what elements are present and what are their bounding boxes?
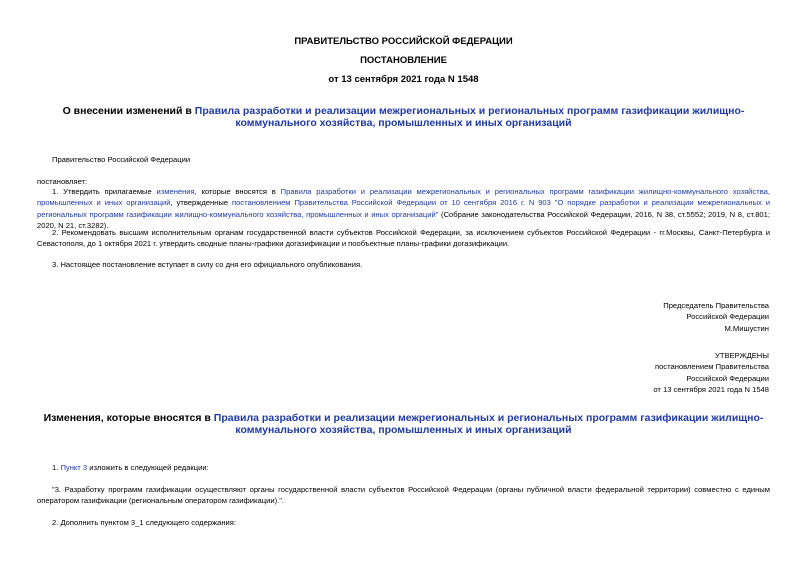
point-3-link[interactable]: Пункт 3 <box>60 463 88 472</box>
signature-line: Российской Федерации <box>686 312 769 322</box>
change-1-num: 1. <box>52 463 61 472</box>
document-title <box>40 105 767 129</box>
resolution-link[interactable]: постановлением Правительства Российской Федерации от 10 сентября 2016 г. N 903 "О порядке разработки и реализации межрегиональных и региональных программ газификации жилищно-коммунального хозяйства, промышленных и иных организаций" <box>37 198 770 219</box>
decree-line: постановляет: <box>37 177 88 186</box>
item-3: 3. Настоящее постановление вступает в силу со дня его официального опубликования. <box>52 260 363 269</box>
date-number-heading: от 13 сентября 2021 года N 1548 <box>328 74 479 85</box>
rules-link[interactable]: Правила разработки и реализации межрегиональных и региональных программ газификации жилищно-коммунального хозяйства, промышленных и иных организаций <box>37 187 770 208</box>
quote-point-3: "3. Разработку программ газификации осуществляют органы государственной власти субъектов Российской Федерации (органы публичной власти федеральной территории) совместно с единым оператором газификации (региональным оператором газификации).". <box>37 485 770 506</box>
item-2: 2. Рекомендовать высшим исполнительным органам государственной власти субъектов Российской Федерации, за исключением субъектов Российской Федерации - гг.Москвы, Санкт-Петербурга и Севастополя, до 1 октября 2021 г. утвердить сводные планы-графики догазификации и пообъектные планы-графики догазификации. <box>37 228 770 249</box>
signature-name: М.Мишустин <box>724 323 769 333</box>
title-prefix: О внесении изменений в <box>62 105 195 117</box>
item-1-text: (Собрание законодательства Российской Федерации, 2016, N 38, ст.5552; 2019, N 8, ст.801; 2020, N 21, ст.3282). <box>37 209 770 231</box>
approval-line: Российской Федерации <box>686 373 769 383</box>
government-line: Правительство Российской Федерации <box>52 155 191 164</box>
signature-block <box>663 300 769 334</box>
approval-line: УТВЕРЖДЕНЫ <box>715 351 769 360</box>
item-1 <box>37 186 770 232</box>
changes-title-prefix: Изменения, которые вносятся в <box>43 412 214 424</box>
item-1-text: , которые вносятся в <box>194 187 281 196</box>
change-1 <box>52 462 209 473</box>
change-1-text: изложить в следующей редакции: <box>87 463 209 472</box>
item-1-text: , утвержденные <box>170 198 232 208</box>
item-1-text: 1. Утвердить прилагаемые <box>52 187 157 196</box>
doc-type-heading: ПОСТАНОВЛЕНИЕ <box>360 55 447 66</box>
rules-link[interactable]: Правила разработки и реализации межрегиональных и региональных программ газификации жилищно-коммунального хозяйства, промышленных и иных организаций <box>194 105 745 129</box>
org-heading: ПРАВИТЕЛЬСТВО РОССИЙСКОЙ ФЕДЕРАЦИИ <box>294 36 513 47</box>
change-2: 2. Дополнить пунктом 3_1 следующего содержания: <box>52 518 237 527</box>
approval-block <box>653 350 769 396</box>
rules-link[interactable]: Правила разработки и реализации межрегиональных и региональных программ газификации жилищно-коммунального хозяйства, промышленных и иных организаций <box>213 412 764 436</box>
signature-line: Председатель Правительства <box>663 301 769 310</box>
approval-line: от 13 сентября 2021 года N 1548 <box>653 385 769 395</box>
changes-title <box>40 412 767 436</box>
changes-link[interactable]: изменения <box>156 187 195 196</box>
approval-line: постановлением Правительства <box>654 362 769 372</box>
